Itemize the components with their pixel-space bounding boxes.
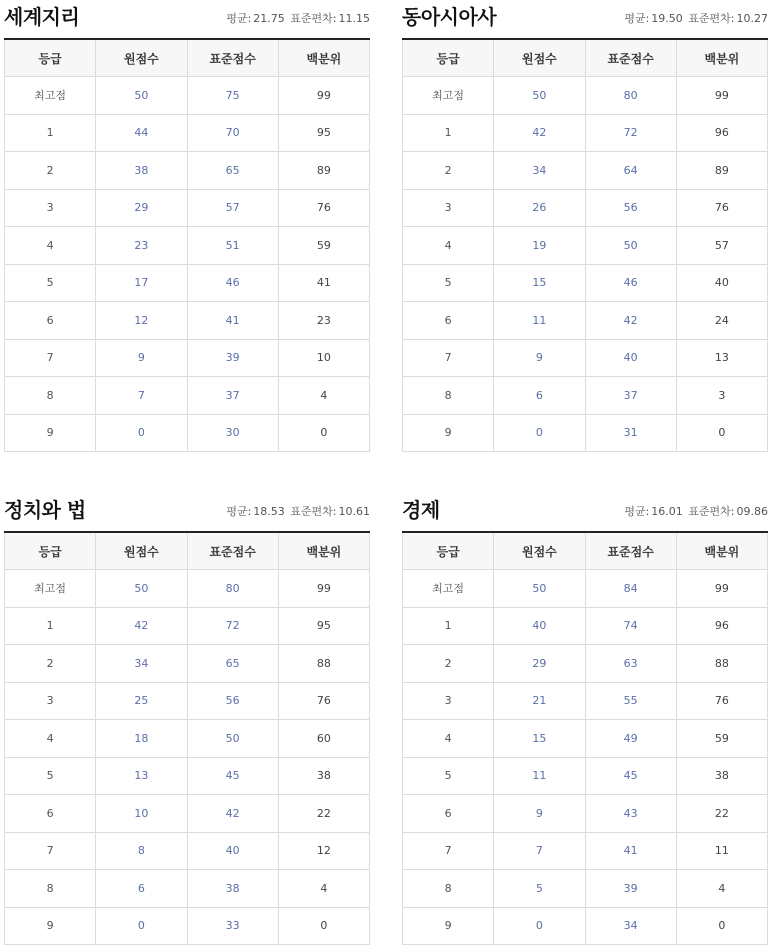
header-standard-score: 표준점수 bbox=[187, 533, 278, 570]
table-row bbox=[5, 682, 370, 720]
percentile-cell: 10 bbox=[278, 339, 369, 377]
percentile-cell: 76 bbox=[676, 682, 767, 720]
standard-score-cell: 75 bbox=[187, 77, 278, 115]
grade-cell: 3 bbox=[5, 189, 96, 227]
standard-score-cell: 72 bbox=[187, 607, 278, 645]
percentile-cell: 0 bbox=[278, 414, 369, 452]
percentile-cell: 11 bbox=[676, 832, 767, 870]
grade-cell: 최고점 bbox=[403, 77, 494, 115]
raw-score-cell: 15 bbox=[494, 264, 585, 302]
grade-cell: 5 bbox=[403, 264, 494, 302]
panel-header bbox=[402, 493, 768, 533]
raw-score-cell: 25 bbox=[96, 682, 187, 720]
percentile-cell: 38 bbox=[676, 757, 767, 795]
table-row bbox=[5, 907, 370, 945]
raw-score-cell: 50 bbox=[494, 77, 585, 115]
table-row bbox=[5, 870, 370, 908]
standard-score-cell: 72 bbox=[585, 114, 676, 152]
header-raw-score: 원점수 bbox=[96, 40, 187, 77]
percentile-cell: 89 bbox=[278, 152, 369, 190]
table-row bbox=[5, 339, 370, 377]
standard-score-cell: 74 bbox=[585, 607, 676, 645]
raw-score-cell: 42 bbox=[494, 114, 585, 152]
table-row bbox=[5, 189, 370, 227]
table-row bbox=[403, 264, 768, 302]
sd-value: 10.61 bbox=[338, 505, 370, 518]
raw-score-cell: 18 bbox=[96, 720, 187, 758]
raw-score-cell: 23 bbox=[96, 227, 187, 265]
grade-cell: 4 bbox=[403, 720, 494, 758]
percentile-cell: 59 bbox=[676, 720, 767, 758]
standard-score-cell: 46 bbox=[585, 264, 676, 302]
header-raw-score: 원점수 bbox=[494, 40, 585, 77]
raw-score-cell: 34 bbox=[494, 152, 585, 190]
raw-score-cell: 44 bbox=[96, 114, 187, 152]
standard-score-cell: 30 bbox=[187, 414, 278, 452]
header-standard-score: 표준점수 bbox=[187, 40, 278, 77]
table-row bbox=[403, 414, 768, 452]
grade-cell: 8 bbox=[5, 870, 96, 908]
grade-cell: 5 bbox=[403, 757, 494, 795]
grade-cell: 9 bbox=[403, 907, 494, 945]
standard-score-cell: 40 bbox=[187, 832, 278, 870]
grade-cell: 3 bbox=[403, 189, 494, 227]
grade-cell: 7 bbox=[403, 339, 494, 377]
standard-score-cell: 42 bbox=[187, 795, 278, 833]
standard-score-cell: 70 bbox=[187, 114, 278, 152]
standard-score-cell: 45 bbox=[585, 757, 676, 795]
standard-score-cell: 56 bbox=[187, 682, 278, 720]
table-row bbox=[403, 870, 768, 908]
table-row bbox=[403, 795, 768, 833]
grade-table bbox=[402, 40, 768, 452]
panel-world-geography bbox=[4, 0, 370, 452]
percentile-cell: 57 bbox=[676, 227, 767, 265]
table-row bbox=[5, 152, 370, 190]
grade-cell: 8 bbox=[5, 377, 96, 415]
percentile-cell: 76 bbox=[278, 682, 369, 720]
table-row bbox=[5, 264, 370, 302]
table-row bbox=[403, 189, 768, 227]
standard-score-cell: 45 bbox=[187, 757, 278, 795]
panel-stats bbox=[622, 10, 768, 26]
grade-cell: 3 bbox=[403, 682, 494, 720]
grade-cell: 9 bbox=[403, 414, 494, 452]
table-row bbox=[5, 302, 370, 340]
table-row bbox=[403, 377, 768, 415]
mean-label: 평균: bbox=[226, 505, 252, 518]
grade-cell: 5 bbox=[5, 264, 96, 302]
header-percentile: 백분위 bbox=[676, 40, 767, 77]
raw-score-cell: 17 bbox=[96, 264, 187, 302]
grade-cell: 2 bbox=[403, 152, 494, 190]
standard-score-cell: 41 bbox=[187, 302, 278, 340]
standard-score-cell: 39 bbox=[585, 870, 676, 908]
grade-cell: 6 bbox=[5, 302, 96, 340]
grade-cell: 최고점 bbox=[403, 570, 494, 608]
standard-score-cell: 43 bbox=[585, 795, 676, 833]
percentile-cell: 95 bbox=[278, 114, 369, 152]
mean-value: 18.53 bbox=[253, 505, 285, 518]
grade-cell: 6 bbox=[5, 795, 96, 833]
table-row bbox=[403, 907, 768, 945]
header-percentile: 백분위 bbox=[278, 533, 369, 570]
grade-table bbox=[402, 533, 768, 945]
panel-header bbox=[402, 0, 768, 40]
standard-score-cell: 51 bbox=[187, 227, 278, 265]
table-row bbox=[403, 720, 768, 758]
standard-score-cell: 46 bbox=[187, 264, 278, 302]
table-row bbox=[5, 227, 370, 265]
table-row bbox=[403, 77, 768, 115]
percentile-cell: 96 bbox=[676, 114, 767, 152]
table-row bbox=[403, 152, 768, 190]
header-percentile: 백분위 bbox=[278, 40, 369, 77]
percentile-cell: 4 bbox=[278, 377, 369, 415]
percentile-cell: 0 bbox=[676, 907, 767, 945]
raw-score-cell: 29 bbox=[96, 189, 187, 227]
raw-score-cell: 0 bbox=[96, 414, 187, 452]
standard-score-cell: 63 bbox=[585, 645, 676, 683]
raw-score-cell: 29 bbox=[494, 645, 585, 683]
grade-cell: 4 bbox=[5, 720, 96, 758]
percentile-cell: 22 bbox=[278, 795, 369, 833]
raw-score-cell: 11 bbox=[494, 757, 585, 795]
table-row bbox=[5, 114, 370, 152]
percentile-cell: 38 bbox=[278, 757, 369, 795]
grade-cell: 5 bbox=[5, 757, 96, 795]
header-standard-score: 표준점수 bbox=[585, 533, 676, 570]
header-raw-score: 원점수 bbox=[96, 533, 187, 570]
table-header-row bbox=[5, 40, 370, 77]
raw-score-cell: 0 bbox=[494, 414, 585, 452]
table-header-row bbox=[5, 533, 370, 570]
percentile-cell: 96 bbox=[676, 607, 767, 645]
raw-score-cell: 9 bbox=[96, 339, 187, 377]
table-row bbox=[403, 114, 768, 152]
standard-score-cell: 64 bbox=[585, 152, 676, 190]
panel-title: 정치와 법 bbox=[4, 498, 86, 522]
percentile-cell: 40 bbox=[676, 264, 767, 302]
panel-title: 동아시아사 bbox=[402, 5, 497, 29]
raw-score-cell: 34 bbox=[96, 645, 187, 683]
panel-stats bbox=[224, 10, 370, 26]
percentile-cell: 41 bbox=[278, 264, 369, 302]
percentile-cell: 99 bbox=[278, 77, 369, 115]
standard-score-cell: 65 bbox=[187, 645, 278, 683]
percentile-cell: 24 bbox=[676, 302, 767, 340]
percentile-cell: 3 bbox=[676, 377, 767, 415]
standard-score-cell: 34 bbox=[585, 907, 676, 945]
grade-cell: 9 bbox=[5, 907, 96, 945]
grade-cell: 7 bbox=[5, 832, 96, 870]
standard-score-cell: 37 bbox=[187, 377, 278, 415]
grade-table bbox=[4, 40, 370, 452]
standard-score-cell: 39 bbox=[187, 339, 278, 377]
raw-score-cell: 26 bbox=[494, 189, 585, 227]
raw-score-cell: 13 bbox=[96, 757, 187, 795]
percentile-cell: 88 bbox=[278, 645, 369, 683]
percentile-cell: 0 bbox=[676, 414, 767, 452]
table-row bbox=[5, 720, 370, 758]
sd-value: 09.86 bbox=[736, 505, 768, 518]
table-row bbox=[403, 645, 768, 683]
raw-score-cell: 6 bbox=[96, 870, 187, 908]
standard-score-cell: 40 bbox=[585, 339, 676, 377]
raw-score-cell: 50 bbox=[96, 570, 187, 608]
percentile-cell: 60 bbox=[278, 720, 369, 758]
grade-cell: 2 bbox=[5, 645, 96, 683]
standard-score-cell: 80 bbox=[187, 570, 278, 608]
table-row bbox=[403, 302, 768, 340]
percentile-cell: 4 bbox=[676, 870, 767, 908]
sd-label: 표준편차: bbox=[688, 505, 735, 518]
raw-score-cell: 9 bbox=[494, 339, 585, 377]
table-row bbox=[5, 832, 370, 870]
standard-score-cell: 65 bbox=[187, 152, 278, 190]
grade-cell: 1 bbox=[403, 607, 494, 645]
raw-score-cell: 7 bbox=[494, 832, 585, 870]
standard-score-cell: 57 bbox=[187, 189, 278, 227]
percentile-cell: 99 bbox=[676, 570, 767, 608]
percentile-cell: 0 bbox=[278, 907, 369, 945]
mean-value: 19.50 bbox=[651, 12, 683, 25]
grade-cell: 1 bbox=[5, 607, 96, 645]
header-percentile: 백분위 bbox=[676, 533, 767, 570]
percentile-cell: 89 bbox=[676, 152, 767, 190]
raw-score-cell: 21 bbox=[494, 682, 585, 720]
raw-score-cell: 15 bbox=[494, 720, 585, 758]
percentile-cell: 88 bbox=[676, 645, 767, 683]
panel-title: 경제 bbox=[402, 498, 440, 522]
standard-score-cell: 42 bbox=[585, 302, 676, 340]
mean-label: 평균: bbox=[226, 12, 252, 25]
grade-cell: 8 bbox=[403, 377, 494, 415]
standard-score-cell: 56 bbox=[585, 189, 676, 227]
grade-cell: 4 bbox=[403, 227, 494, 265]
table-row bbox=[5, 570, 370, 608]
raw-score-cell: 50 bbox=[96, 77, 187, 115]
table-row bbox=[403, 682, 768, 720]
table-row bbox=[5, 607, 370, 645]
standard-score-cell: 38 bbox=[187, 870, 278, 908]
standard-score-cell: 84 bbox=[585, 570, 676, 608]
panel-politics-and-law bbox=[4, 493, 370, 945]
standard-score-cell: 33 bbox=[187, 907, 278, 945]
percentile-cell: 22 bbox=[676, 795, 767, 833]
raw-score-cell: 7 bbox=[96, 377, 187, 415]
panel-header bbox=[4, 493, 370, 533]
raw-score-cell: 8 bbox=[96, 832, 187, 870]
percentile-cell: 95 bbox=[278, 607, 369, 645]
raw-score-cell: 5 bbox=[494, 870, 585, 908]
grade-cell: 1 bbox=[403, 114, 494, 152]
grade-cell: 6 bbox=[403, 795, 494, 833]
sd-label: 표준편차: bbox=[688, 12, 735, 25]
percentile-cell: 59 bbox=[278, 227, 369, 265]
standard-score-cell: 41 bbox=[585, 832, 676, 870]
standard-score-cell: 31 bbox=[585, 414, 676, 452]
table-row bbox=[5, 377, 370, 415]
table-row bbox=[5, 645, 370, 683]
raw-score-cell: 9 bbox=[494, 795, 585, 833]
panel-stats bbox=[622, 503, 768, 519]
percentile-cell: 13 bbox=[676, 339, 767, 377]
percentile-cell: 4 bbox=[278, 870, 369, 908]
grade-cell: 1 bbox=[5, 114, 96, 152]
grade-cell: 3 bbox=[5, 682, 96, 720]
table-row bbox=[5, 414, 370, 452]
table-row bbox=[403, 227, 768, 265]
mean-value: 16.01 bbox=[651, 505, 683, 518]
grade-cell: 4 bbox=[5, 227, 96, 265]
grade-cell: 8 bbox=[403, 870, 494, 908]
header-grade: 등급 bbox=[403, 40, 494, 77]
grade-cell: 7 bbox=[403, 832, 494, 870]
sd-label: 표준편차: bbox=[290, 505, 337, 518]
table-row bbox=[5, 757, 370, 795]
table-row bbox=[403, 339, 768, 377]
percentile-cell: 76 bbox=[676, 189, 767, 227]
table-row bbox=[403, 607, 768, 645]
header-standard-score: 표준점수 bbox=[585, 40, 676, 77]
sd-value: 11.15 bbox=[338, 12, 370, 25]
panel-east-asian-history bbox=[402, 0, 768, 452]
raw-score-cell: 10 bbox=[96, 795, 187, 833]
standard-score-cell: 80 bbox=[585, 77, 676, 115]
standard-score-cell: 50 bbox=[585, 227, 676, 265]
percentile-cell: 76 bbox=[278, 189, 369, 227]
raw-score-cell: 11 bbox=[494, 302, 585, 340]
raw-score-cell: 50 bbox=[494, 570, 585, 608]
table-header-row bbox=[403, 40, 768, 77]
standard-score-cell: 50 bbox=[187, 720, 278, 758]
header-grade: 등급 bbox=[5, 40, 96, 77]
grade-cell: 9 bbox=[5, 414, 96, 452]
grade-cell: 2 bbox=[403, 645, 494, 683]
table-header-row bbox=[403, 533, 768, 570]
raw-score-cell: 12 bbox=[96, 302, 187, 340]
panel-economics bbox=[402, 493, 768, 945]
percentile-cell: 12 bbox=[278, 832, 369, 870]
grade-cell: 6 bbox=[403, 302, 494, 340]
raw-score-cell: 0 bbox=[96, 907, 187, 945]
panel-header bbox=[4, 0, 370, 40]
raw-score-cell: 0 bbox=[494, 907, 585, 945]
sd-label: 표준편차: bbox=[290, 12, 337, 25]
raw-score-cell: 40 bbox=[494, 607, 585, 645]
raw-score-cell: 38 bbox=[96, 152, 187, 190]
grade-cell: 7 bbox=[5, 339, 96, 377]
table-row bbox=[403, 757, 768, 795]
header-grade: 등급 bbox=[403, 533, 494, 570]
mean-value: 21.75 bbox=[253, 12, 285, 25]
percentile-cell: 99 bbox=[676, 77, 767, 115]
percentile-cell: 23 bbox=[278, 302, 369, 340]
raw-score-cell: 42 bbox=[96, 607, 187, 645]
header-grade: 등급 bbox=[5, 533, 96, 570]
panel-title: 세계지리 bbox=[4, 5, 80, 29]
mean-label: 평균: bbox=[624, 505, 650, 518]
raw-score-cell: 6 bbox=[494, 377, 585, 415]
standard-score-cell: 37 bbox=[585, 377, 676, 415]
grade-cell: 최고점 bbox=[5, 77, 96, 115]
standard-score-cell: 49 bbox=[585, 720, 676, 758]
table-row bbox=[5, 77, 370, 115]
grade-cell: 최고점 bbox=[5, 570, 96, 608]
standard-score-cell: 55 bbox=[585, 682, 676, 720]
percentile-cell: 99 bbox=[278, 570, 369, 608]
raw-score-cell: 19 bbox=[494, 227, 585, 265]
grade-table bbox=[4, 533, 370, 945]
table-row bbox=[403, 570, 768, 608]
panel-stats bbox=[224, 503, 370, 519]
table-row bbox=[403, 832, 768, 870]
grade-cell: 2 bbox=[5, 152, 96, 190]
mean-label: 평균: bbox=[624, 12, 650, 25]
header-raw-score: 원점수 bbox=[494, 533, 585, 570]
sd-value: 10.27 bbox=[736, 12, 768, 25]
table-row bbox=[5, 795, 370, 833]
